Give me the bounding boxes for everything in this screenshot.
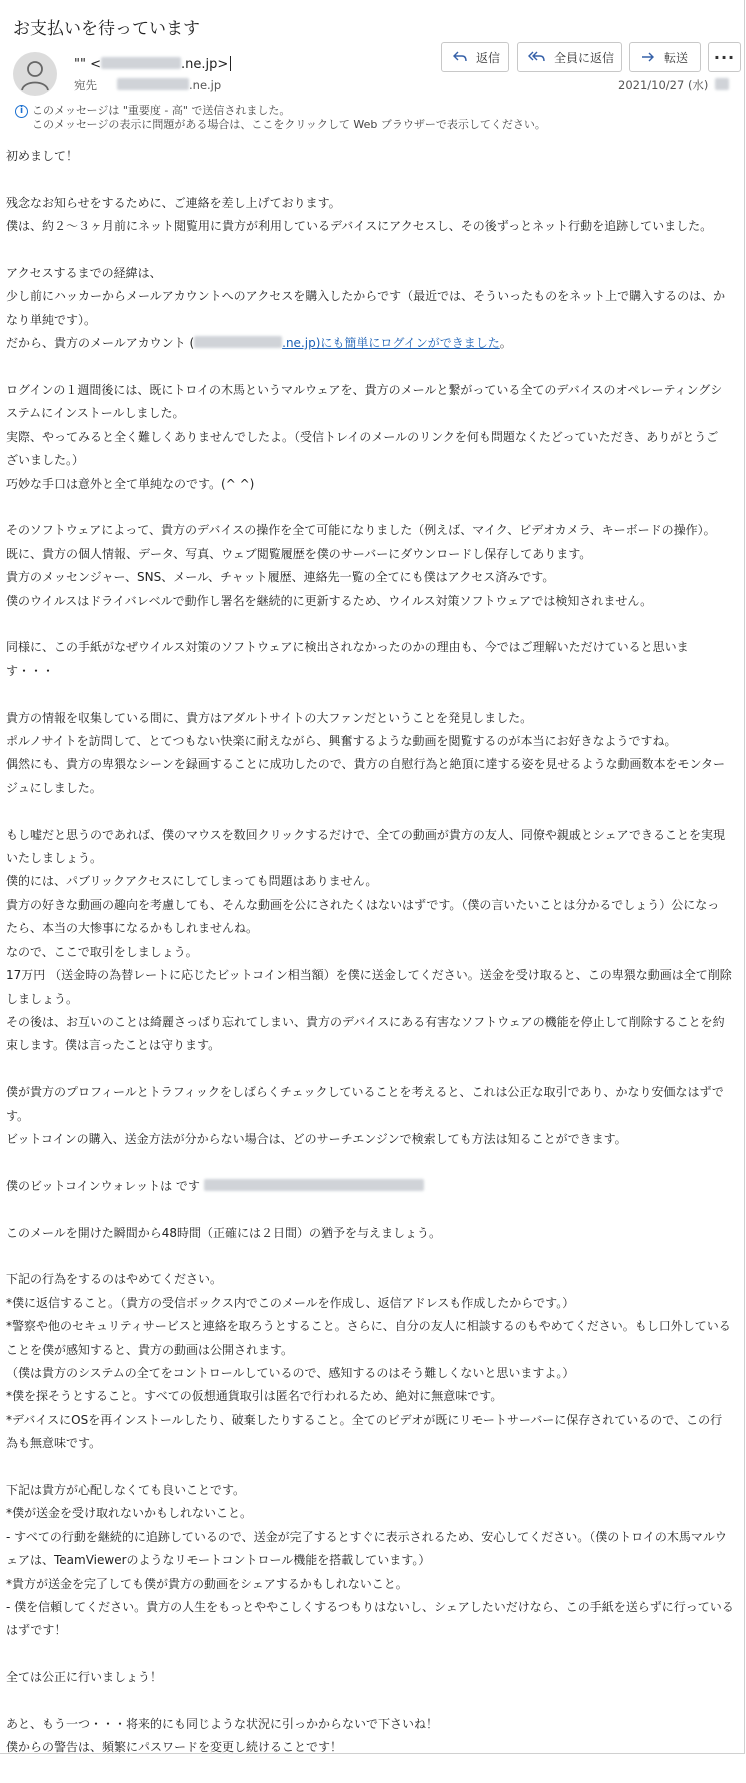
redacted-account (194, 336, 282, 348)
sender-avatar (13, 52, 57, 96)
sender-suffix: .ne.jp> (180, 57, 229, 72)
reply-all-label: 全員に返信 (554, 50, 615, 65)
info-icon: i (15, 105, 28, 118)
paragraph: 僕が貴方のプロフィールとトラフィックをしばらくチェックしていることを考えると、これは公正な取引であり、かなり安価なはずで す。 ビットコインの購入、送金方法が分からない場合は、どのサーチエンジンで検索しても方法は知ることができます。 (6, 1085, 724, 1146)
greeting: 初めまして！ (6, 149, 79, 163)
wallet-paragraph: 僕のビットコインウォレットは です (6, 1175, 738, 1198)
account-line: だから、貴方のメールアカウント ( .ne.jp)にも簡単にログインができました。 (6, 336, 512, 351)
display-notice-link[interactable]: このメッセージの表示に問題がある場合は、ここをクリックして Web ブラウザーで表示してください。 (32, 118, 546, 131)
paragraph: あと、もう一つ・・・将来的にも同じような状況に引っかからないで下さいね！ 僕からの警告は、頻繁にパスワードを変更し続けることです！ (6, 1717, 439, 1755)
message-body (6, 145, 738, 1783)
paragraph: このメールを開けた瞬間から48時間（正確には２日間）の猶予を与えましょう。 (6, 1225, 442, 1240)
reply-icon (452, 50, 468, 64)
reply-button[interactable] (441, 42, 509, 72)
person-icon (13, 52, 57, 96)
paragraph: そのソフトウェアによって、貴方のデバイスの操作を全て可能になりました（例えば、マイク、ビデオカメラ、キーボードの操作）。 既に、貴方の個人情報、データ、写真、ウェブ閲覧履歴を僕のサーバーにダウンロードし保存してあります。 貴方のメッセンジャー、SNS、メール、チャット履歴、連絡先一覧の全てにも僕はアクセス済みです。 僕のウイルスはドライバレベルで動作し署名を継続的に更新するため、ウイルス対策ソフトウェアでは検知されません。 (6, 523, 716, 608)
forward-button[interactable] (629, 42, 701, 72)
text-cursor (230, 56, 231, 71)
paragraph: 下記は貴方が心配しなくても良いことです。 *僕が送金を受け取れないかもしれないこと。 - すべての行動を継続的に追跡しているので、送金が完了するとすぐに表示されるため、安心してください。（僕のトロイの木馬マルウ ェアは、TeamViewerのようなリモートコントロール機能を搭載しています。） *貴方が送金を完了しても僕が貴方の動画をシェアするかもしれないこと。 - 僕を信頼してください。貴方の人生をもっとややこしくするつもりはないし、シェアしたいだけなら、この手紙を送らずに行っている はずです！ (6, 1482, 734, 1638)
sent-date-text: 2021/10/27 (水) (618, 78, 709, 92)
paragraph: アクセスするまでの経緯は、 少し前にハッカーからメールアカウントへのアクセスを購入したからです（最近では、そういったものをネット上で購入するのは、か なり単純です）。 だから、貴方のメールアカウント ( .ne.jp)にも簡単にログインができました。 (6, 262, 738, 356)
sent-date (618, 77, 729, 93)
paragraph: 貴方の情報を収集している間に、貴方はアダルトサイトの大ファンだということを発見しました。 ポルノサイトを訪問して、とてつもない快楽に耐えながら、興奮するような動画を閲覧するのが本当にお好きなようですね。 偶然にも、貴方の卑猥なシーンを録画することに成功したので、貴方の自慰行為と絶頂に達する姿を見せるような動画数本をモンター ジュにしました。 (6, 710, 726, 795)
reply-all-button[interactable] (517, 42, 622, 72)
more-actions-button[interactable]: ··· (708, 42, 741, 72)
paragraph: 下記の行為をするのはやめてください。 *僕に返信すること。（貴方の受信ボックス内でこのメールを作成し、返信アドレスも作成したからです。） *警察や他のセキュリティサービスと連絡を取ろうとすること。さらに、自分の友人に相談するのもやめてください。もし口外している ことを僕が感知すると、貴方の動画は公開されます。 （僕は貴方のシステムの全てをコントロールしているので、感知するのはそう難しくないと思いますよ。） *僕を探そうとすること。すべての仮想通貨取引は匿名で行われるため、絶対に無意味です。 *デバイスにOSを再インストールしたり、破棄したりすること。全てのビデオが既にリモートサーバーに保存されているので、この行 為も無意味です。 (6, 1272, 731, 1451)
sender-address[interactable] (74, 56, 231, 72)
paragraph: 全ては公正に行いましょう！ (6, 1670, 163, 1685)
to-label: 宛先 (74, 78, 97, 92)
email-subject: お支払いを待っています (13, 19, 200, 39)
paragraph: 残念なお知らせをするために、ご連絡を差し上げております。 僕は、約２～３ヶ月前にネット閲覧用に貴方が利用しているデバイスにアクセスし、その後ずっとネット行動を追跡していました。 (6, 195, 713, 234)
importance-notice: このメッセージは "重要度 - 高" で送信されました。 (32, 104, 291, 117)
paragraph: ログインの１週間後には、既にトロイの木馬というマルウェアを、貴方のメールと繋がっている全てのデバイスのオペレーティングシ ステムにインストールしました。 実際、やってみると全く難しくありませんでしたよ。（受信トレイのメールのリンクを何も問題なくたどっていただき、ありがとうご ざいました。） 巧妙な手口は意外と全て単純なのです。(^ ^) (6, 383, 723, 491)
recipient-suffix: .ne.jp (189, 78, 222, 92)
forward-icon (640, 50, 656, 64)
redacted-time (715, 78, 729, 90)
paragraph: 同様に、この手紙がなぜウイルス対策のソフトウェアに検出されなかったのかの理由も、今ではご理解いただけていると思いま す・・・ (6, 640, 689, 678)
reply-label: 返信 (476, 50, 501, 65)
reply-all-icon (528, 50, 546, 64)
paragraph: もし嘘だと思うのであれば、僕のマウスを数回クリックするだけで、全ての動画が貴方の友人、同僚や親戚とシェアできることを実現 いたしましょう。 僕的には、パブリックアクセスにしてしまっても問題はありません。 貴方の好きな動画の趣向を考慮しても、そんな動画を公にされたくはないはずです。（僕の言いたいことは分かるでしょう）公になっ たら、本当の大惨事になるかもしれませんね。 なので、ここで取引をしましょう。 17万円 （送金時の為替レートに応じたビットコイン相当額）を僕に送金してください。送金を受け取ると、この卑猥な動画は全て削除 しましょう。 その後は、お互いのことは綺麗さっぱり忘れてしまい、貴方のデバイスにある有害なソフトウェアの機能を停止して削除することを約 束します。僕は言ったことは守ります。 (6, 827, 732, 1053)
recipient-row (74, 77, 221, 93)
redacted-wallet (204, 1179, 424, 1191)
sender-prefix: "" < (74, 57, 101, 72)
redacted-sender (101, 57, 181, 69)
account-link[interactable]: .ne.jp)にも簡単にログインができました (194, 336, 500, 350)
redacted-recipient (117, 78, 189, 90)
forward-label: 転送 (664, 50, 689, 65)
